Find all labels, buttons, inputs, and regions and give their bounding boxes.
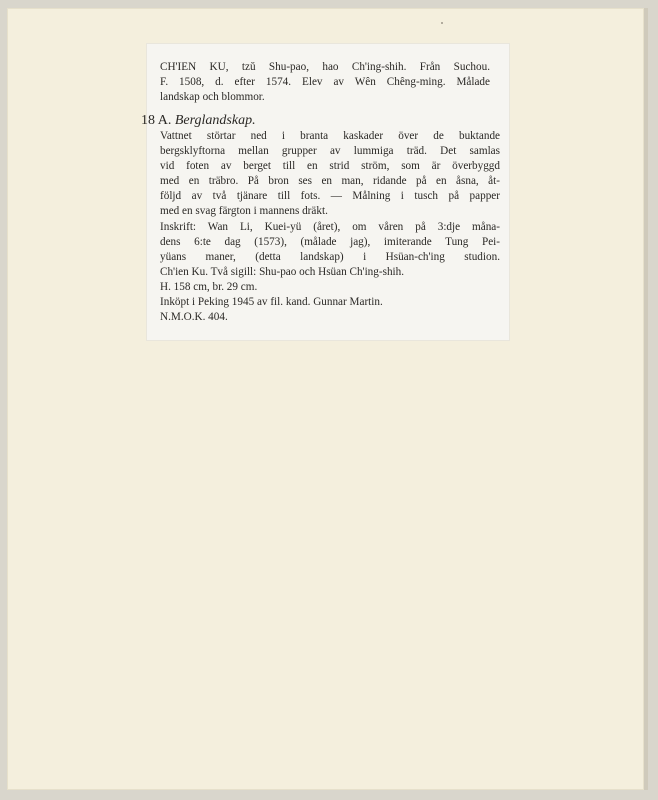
entry-title: Berglandskap. (174, 113, 256, 128)
inscription-line: Inskrift: Wan Li, Kuei-yü (året), om våren på 3:dje måna- (160, 220, 500, 233)
description-line: följd av två tjänare till fots. — Målning i tusch på papper (160, 190, 500, 203)
inscription-line: Ch'ien Ku. Två sigill: Shu-pao och Hsüan Ch'ing-shih. (160, 265, 405, 278)
description-line: med en träbro. På bron ses en man, ridande på en åsna, åt- (160, 175, 500, 188)
description-line: bergsklyftorna mellan grupper av lummiga träd. Det samlas (160, 145, 500, 158)
entry-number: 18 A. (141, 113, 172, 128)
pencil-mark (441, 22, 443, 24)
entry-description (160, 129, 500, 325)
artist-line: CH'IEN KU, tzŭ Shu-pao, hao Ch'ing-shih. Från Suchou. (160, 61, 490, 73)
inventory-number: N.M.O.K. 404. (160, 311, 228, 324)
description-line: Vattnet störtar ned i branta kaskader över de buktande (160, 130, 500, 142)
provenance-line: Inköpt i Peking 1945 av fil. kand. Gunnar Martin. (160, 296, 383, 309)
inscription-line: dens 6:te dag (1573), (målade jag), imiterande Tung Pei- (160, 235, 500, 248)
board-edge (644, 8, 648, 790)
description-line: med en svag färgton i mannens dräkt. (160, 205, 328, 218)
artist-biography (160, 60, 490, 105)
entry-heading (141, 113, 256, 129)
description-line: vid foten av berget till en strid ström, som är överbyggd (160, 160, 500, 173)
dimensions-line: H. 158 cm, br. 29 cm. (160, 280, 258, 293)
artist-line: F. 1508, d. efter 1574. Elev av Wên Chêng-ming. Målade (160, 76, 490, 89)
inscription-line: yüans maner, (detta landskap) i Hsüan-ch'ing studion. (160, 250, 500, 263)
artist-line: landskap och blommor. (160, 91, 265, 104)
